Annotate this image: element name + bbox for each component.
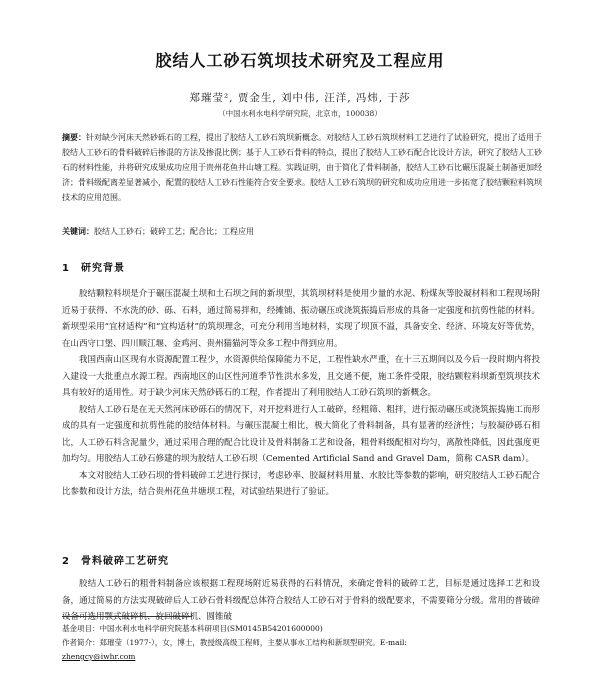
section-2-heading: 2 骨料破碎工艺研究 — [62, 556, 169, 567]
abstract-label: 摘要： — [62, 133, 86, 142]
abstract — [62, 130, 542, 205]
affiliation: （中国水利水电科学研究院，北京市，100038） — [218, 109, 382, 118]
author-list: 郑璀莹², 贾金生, 刘中伟, 汪洋, 冯炜, 于莎 — [189, 92, 411, 104]
abstract-text: 针对缺少河床天然砂砾石的工程，提出了胶结人工砂石筑坝新概念。对胶结人工砂石筑坝材料工艺进行了试验研究，提出了适用于胶结人工砂石的骨料破碎后掺混的方法及掺混比例；基于人工砂石骨料的特点，提出了胶结人工砂石配合比设计方法，研究了胶结人工砂石的材料性能，并将研究成果成功应用于贵州花鱼井山塘工程。实践证明，由于简化了骨料制备，胶结人工砂石比碾压混凝土制备更加经济；骨料级配离差显著减小，配置的胶结人工砂石性能符合安全要求。胶结人工砂石筑坝的研究和成功应用进一步拓宽了胶结颗粒料筑坝技术的应用范围。 — [62, 133, 542, 202]
paragraph: 本文对胶结人工砂石坝的骨料破碎工艺进行探讨，考虑砂率、胶凝材料用量、水胶比等参数的影响，研究胶结人工砂石配合比参数和设计方法，结合贵州花鱼井塘坝工程，对试验结果进行了验证。 — [62, 470, 540, 497]
paragraph: 胶结人工砂石的粗骨料制备应该根据工程现场附近易获得的石料情况，来确定骨料的破碎工艺，目标是通过选择工艺和设备，通过简易的方法实现破碎后人工砂石骨料级配总体符合胶结人工砂石对于骨料的级配要求，不需要筛分分级。常用的普破碎设备可选用颚式破碎机、旋回破碎机、圆锥破 — [62, 579, 540, 622]
section-1-heading: 1 研究背景 — [62, 263, 125, 274]
keywords — [62, 226, 542, 238]
fund-note: 基金项目：中国水利水电科学研究院基本科研项目(SM0145B54201600000) — [62, 624, 323, 633]
footnote-rule — [62, 616, 192, 617]
email-link[interactable]: zhengcy@iwhr.com — [62, 652, 136, 661]
footnotes — [62, 622, 542, 664]
section-1-body — [62, 286, 540, 501]
author-note: 作者简介：郑璀莹（1977-），女，博士，教授级高级工程师，主要从事水工结构和新坝型研究。E-mail: — [62, 638, 407, 647]
paragraph: 胶结人工砂石是在无天然河床砂砾石的情况下，对开挖料进行人工破碎，经粗筛、粗拌，进行振动碾压或浇筑振捣施工而形成的具有一定强度和抗剪性能的胶结体材料。与碾压混凝土相比，极大简化了骨料制备，具有显著的经济性；与胶凝砂砾石相比，人工砂石料含泥量少，通过采用合理的配合比设计及骨料制备工艺和设备，粗骨料级配相对均匀，离散性降低，因此强度更加均匀。用胶结人工砂石修建的坝为胶结人工砂石坝（Cemented Artificial Sand and Gravel Dam，简称 CASR dam）。 — [62, 404, 540, 464]
section-2-body — [62, 576, 540, 622]
keywords-label: 关键词： — [62, 227, 94, 236]
paper-title: 胶结人工砂石筑坝技术研究及工程应用 — [155, 51, 445, 70]
keywords-text: 胶结人工砂石；破碎工艺；配合比；工程应用 — [94, 227, 254, 236]
paragraph: 胶结颗粒料坝是介于碾压混凝土坝和土石坝之间的新坝型，其筑坝材料是使用少量的水泥、粉煤灰等胶凝材料和工程现场附近易于获得、不水洗的砂、砾、石料，通过简易拌和，经摊铺、振动碾压或浇筑振捣后形成的具备一定强度和抗剪性能的材料。新坝型采用“宜材适构”和“宜构适材”的筑坝理念，可充分利用当地材料，实现了坝顶不溢，具备安全、经济、环境友好等优势，在山西守口堡、四川顺江堰、金鸡河、贵州猫猫河等众多工程中得到应用。 — [62, 289, 540, 349]
paragraph: 我国西南山区现有水资源配置工程少，水资源供给保障能力不足，工程性缺水严重，在十三五期间以及今后一段时期内将投入建设一大批重点水源工程。西南地区的山区性河道季节性洪水多发，且交通不便，施工条件受限，胶结颗粒料坝新型筑坝技术具有较好的适用性。对于缺少河床天然砂砾石的工程，作者提出了利用胶结人工砂石筑坝的新概念。 — [62, 355, 540, 398]
